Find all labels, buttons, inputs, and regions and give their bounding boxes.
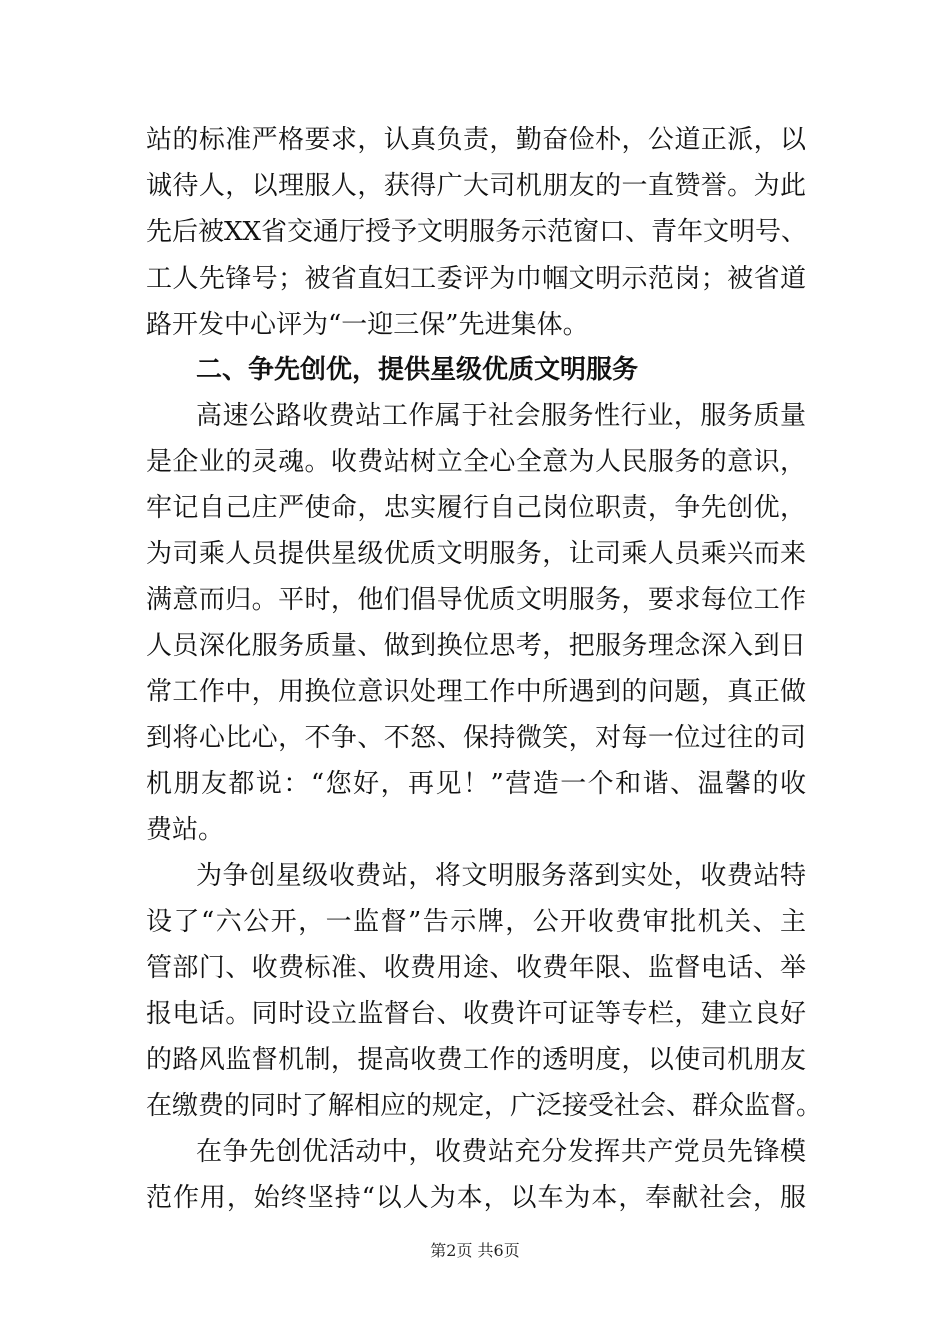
text-line: 诚待人，以理服人，获得广大司机朋友的一直赞誉。为此 — [146, 171, 806, 201]
paragraph-first-line: 为争创星级收费站，将文明服务落到实处，收费站特 — [196, 861, 806, 891]
text-line: 机朋友都说：“您好，再见！”营造一个和谐、温馨的收 — [146, 769, 806, 799]
text-line: 为司乘人员提供星级优质文明服务，让司乘人员乘兴而来 — [146, 539, 806, 569]
text-line: 先后被XX省交通厅授予文明服务示范窗口、青年文明号、 — [146, 217, 808, 247]
paragraph-first-line: 高速公路收费站工作属于社会服务性行业，服务质量 — [196, 401, 806, 431]
text-line: 费站。 — [146, 815, 225, 845]
text-line: 设了“六公开，一监督”告示牌，公开收费审批机关、主 — [146, 907, 806, 937]
section-heading: 二、争先创优，提供星级优质文明服务 — [196, 355, 639, 385]
text-line: 到将心比心，不争、不怒、保持微笑，对每一位过往的司 — [146, 723, 806, 753]
text-line: 常工作中，用换位意识处理工作中所遇到的问题，真正做 — [146, 677, 806, 707]
text-line: 是企业的灵魂。收费站树立全心全意为人民服务的意识， — [146, 447, 806, 477]
text-line: 满意而归。平时，他们倡导优质文明服务，要求每位工作 — [146, 585, 806, 615]
text-line: 范作用，始终坚持“以人为本，以车为本，奉献社会，服 — [146, 1183, 806, 1213]
page-footer: 第2页 共6页 — [430, 1241, 520, 1260]
text-line: 在缴费的同时了解相应的规定，广泛接受社会、群众监督。 — [146, 1091, 823, 1121]
text-line: 人员深化服务质量、做到换位思考，把服务理念深入到日 — [146, 631, 806, 661]
text-line: 站的标准严格要求，认真负责，勤奋俭朴，公道正派，以 — [146, 125, 806, 155]
text-line: 管部门、收费标准、收费用途、收费年限、监督电话、举 — [146, 953, 806, 983]
text-line: 路开发中心评为“一迎三保”先进集体。 — [146, 310, 589, 340]
text-line: 的路风监督机制，提高收费工作的透明度，以使司机朋友 — [146, 1045, 806, 1075]
text-line: 牢记自己庄严使命，忠实履行自己岗位职责，争先创优， — [146, 493, 806, 523]
text-line: 工人先锋号；被省直妇工委评为巾帼文明示范岗；被省道 — [146, 264, 806, 294]
paragraph-first-line: 在争先创优活动中，收费站充分发挥共产党员先锋模 — [196, 1137, 806, 1167]
text-line: 报电话。同时设立监督台、收费许可证等专栏，建立良好 — [146, 999, 806, 1029]
